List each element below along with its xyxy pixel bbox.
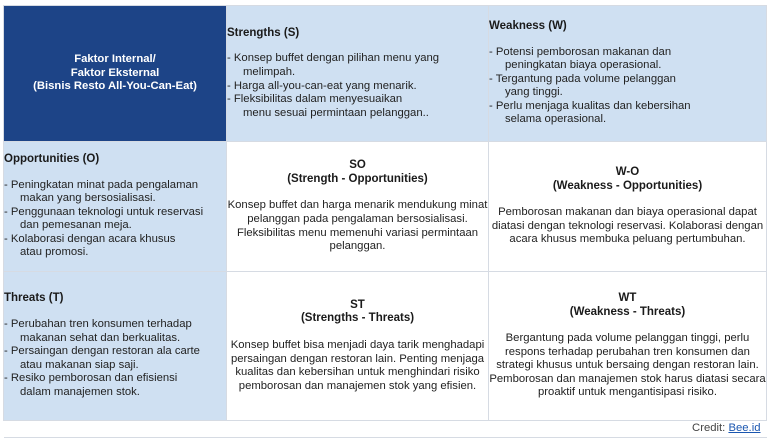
wo-code: W-O <box>615 166 640 179</box>
opportunities-item: - Penggunaan teknologi untuk reservasi dan pemesanan meja. <box>4 205 204 232</box>
strengths-title: Strengths (S) <box>227 26 300 39</box>
opportunities-item: - Kolaborasi dengan acara khusus atau promosi. <box>4 232 176 259</box>
strengths-cell <box>227 6 489 142</box>
threats-item: - Perubahan tren konsumen terhadap makanan sehat dan berkualitas. <box>4 318 192 344</box>
strengths-item: - Fleksibilitas dalam menyesuaikan menu sesuai permintaan pelanggan.. <box>227 93 429 119</box>
st-strategy-cell <box>227 272 489 421</box>
corner-line-3: (Bisnis Resto All-You-Can-Eat) <box>33 80 197 93</box>
so-code: SO <box>349 159 366 172</box>
threats-cell <box>4 272 227 421</box>
opportunities-cell <box>4 142 227 272</box>
wt-name: (Weakness - Threats) <box>569 305 686 318</box>
corner-line-1: Faktor Internal/ <box>74 53 156 66</box>
so-name: (Strength - Opportunities) <box>287 172 428 185</box>
wt-code: WT <box>618 291 637 304</box>
credit-label: Credit: <box>692 422 726 435</box>
wt-body: Bergantung pada volume pelanggan tinggi, perlu respons terhadap perubahan tren konsumen dan strategi khusus untuk bersaing dengan restoran lain. Pemborosan dan manajemen stok harus diatasi secara proaktif untuk mengantisipasi risiko. <box>489 332 766 399</box>
corner-header-cell <box>4 6 227 142</box>
weakness-title: Weakness (W) <box>489 19 567 32</box>
credit-row <box>4 421 767 438</box>
st-body: Konsep buffet bisa menjadi daya tarik menghadapi persaingan dengan restoran lain. Penting menjaga kualitas dan kebersihan untuk menghindari risiko pemborosan dan manajemen stok yang efisien. <box>230 338 485 392</box>
credit-link[interactable]: Bee.id <box>728 422 761 435</box>
st-name: (Strengths - Threats) <box>300 312 415 325</box>
swot-matrix-table <box>3 5 767 438</box>
threats-item: - Resiko pemborosan dan efisiensi dalam manajemen stok. <box>4 372 178 398</box>
corner-line-2: Faktor Eksternal <box>70 66 160 79</box>
threats-title: Threats (T) <box>4 292 64 305</box>
wo-strategy-cell <box>489 142 767 272</box>
wo-body: Pemborosan makanan dan biaya operasional dapat diatasi dengan teknologi reservasi. Kolaborasi dengan acara khusus membuka peluang pertumbuhan. <box>491 206 764 246</box>
threats-item: - Persaingan dengan restoran ala carte atau makanan siap saji. <box>4 345 200 371</box>
opportunities-title: Opportunities (O) <box>4 152 100 165</box>
wt-strategy-cell <box>489 272 767 421</box>
strengths-item: - Harga all-you-can-eat yang menarik. <box>227 79 417 92</box>
so-body: Konsep buffet dan harga menarik mendukung minat pelanggan pada pengalaman bersosialisasi. Fleksibilitas menu memenuhi variasi permintaan pelanggan. <box>227 199 488 253</box>
weakness-cell <box>489 6 767 142</box>
so-strategy-cell <box>227 142 489 272</box>
weakness-item: - Tergantung pada volume pelanggan yang tinggi. <box>489 72 676 99</box>
strengths-item: - Konsep buffet dengan pilihan menu yang melimpah. <box>227 52 440 78</box>
weakness-item: - Potensi pemborosan makanan dan peningkatan biaya operasional. <box>489 45 672 72</box>
wo-name: (Weakness - Opportunities) <box>552 179 703 192</box>
st-code: ST <box>350 298 365 311</box>
weakness-item: - Perlu menjaga kualitas dan kebersihan selama operasional. <box>489 99 691 126</box>
opportunities-item: - Peningkatan minat pada pengalaman makan yang bersosialisasi. <box>4 178 199 205</box>
